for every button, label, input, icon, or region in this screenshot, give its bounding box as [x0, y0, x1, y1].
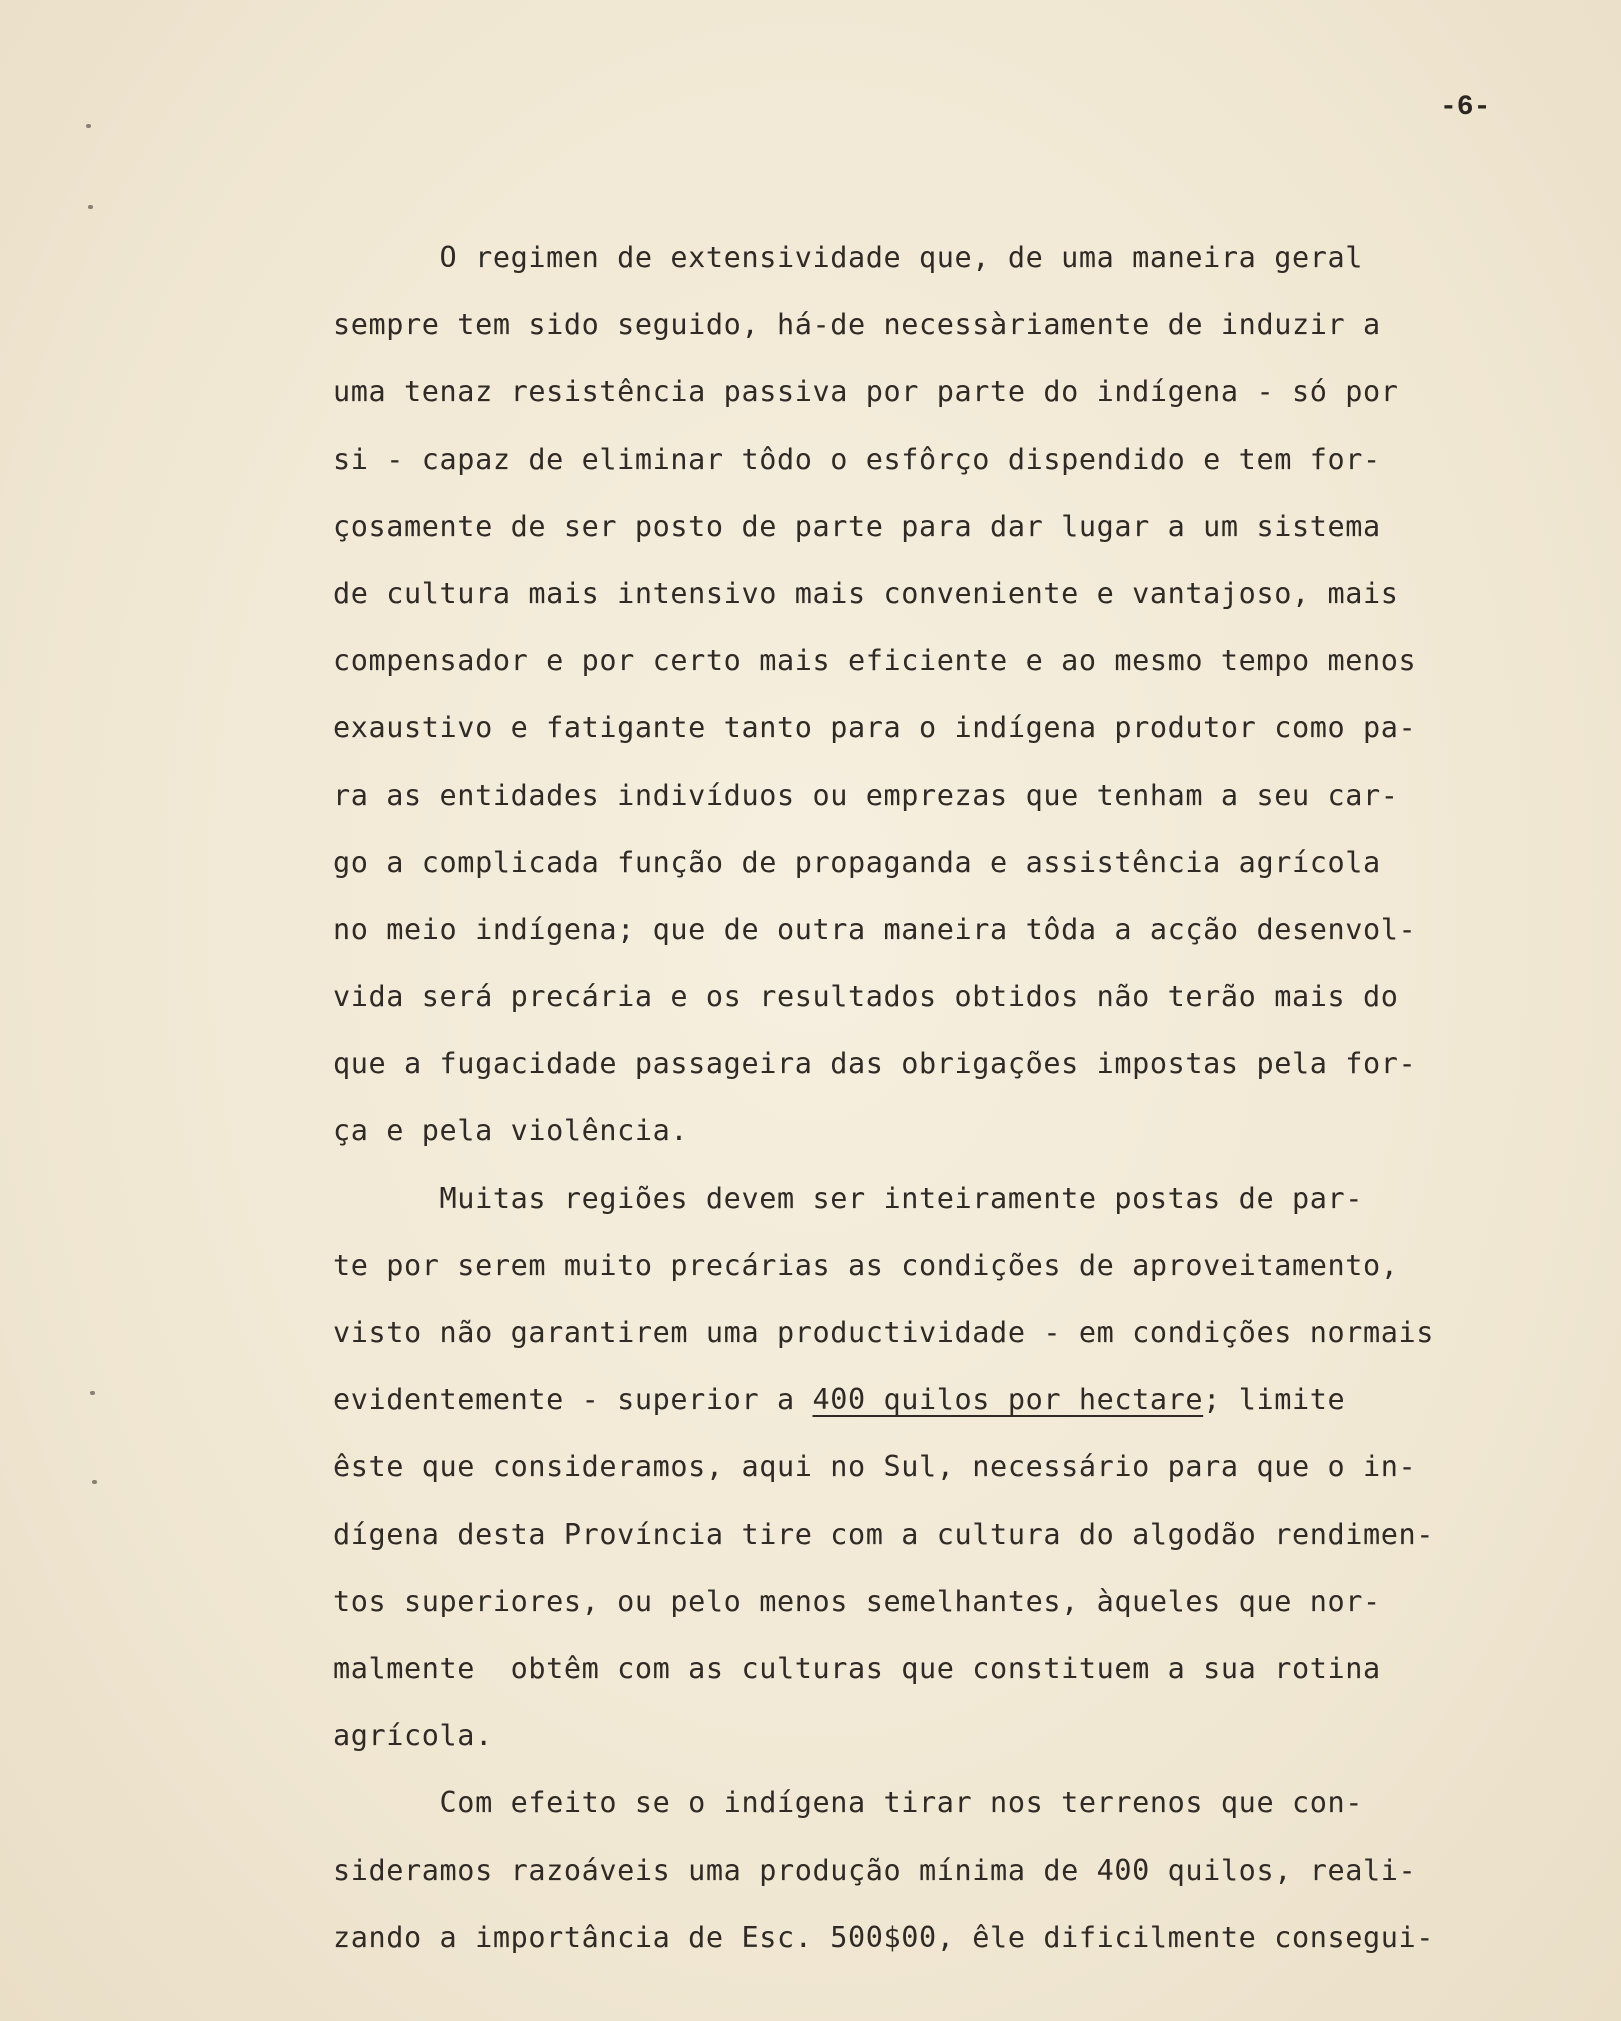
text-line: agrícola. [333, 1719, 493, 1753]
text-line: ça e pela violência. [333, 1114, 689, 1148]
text-fragment: ; limite [1203, 1383, 1346, 1417]
text-line: si - capaz de eliminar tôdo o esfôrço dispendido e tem for- [333, 442, 1381, 476]
text-line: ra as entidades indivíduos ou emprezas que tenham a seu car- [333, 778, 1399, 812]
text-fragment: evidentemente - superior a [333, 1383, 813, 1417]
text-line: sideramos razoáveis uma produção mínima de 400 quilos, reali- [333, 1853, 1417, 1887]
text-line: visto não garantirem uma productividade - em condições normais [333, 1316, 1435, 1349]
paper-speck [92, 1480, 97, 1484]
text-line: sempre tem sido seguido, há-de necessàriamente de induzir a [333, 308, 1381, 342]
paper-speck [86, 124, 91, 128]
paper-speck [90, 1391, 95, 1395]
text-line: te por serem muito precárias as condições de aproveitamento, [333, 1248, 1399, 1282]
paper-speck [88, 205, 93, 209]
text-line: Muitas regiões devem ser inteiramente postas de par- [333, 1181, 1363, 1215]
text-line: go a complicada função de propaganda e assistência agrícola [333, 845, 1381, 879]
text-line: Com efeito se o indígena tirar nos terrenos que con- [333, 1786, 1363, 1820]
text-line: O regimen de extensividade que, de uma maneira geral [333, 241, 1363, 274]
page-number: -6- [1440, 92, 1491, 123]
underlined-text: 400 quilos por hectare [812, 1383, 1204, 1417]
text-line: exaustivo e fatigante tanto para o indígena produtor como pa- [333, 711, 1417, 745]
text-line: de cultura mais intensivo mais conveniente e vantajoso, mais [333, 576, 1399, 610]
text-line: êste que consideramos, aqui no Sul, necessário para que o in- [333, 1450, 1417, 1484]
body-text [333, 224, 1568, 1971]
text-line: dígena desta Província tire com a cultura do algodão rendimen- [333, 1517, 1435, 1551]
text-line: vida será precária e os resultados obtidos não terão mais do [333, 980, 1399, 1014]
text-line: uma tenaz resistência passiva por parte do indígena - só por [333, 375, 1399, 409]
text-line: zando a importância de Esc. 500$00, êle dificilmente consegui- [333, 1920, 1435, 1954]
text-line: no meio indígena; que de outra maneira tôda a acção desenvol- [333, 912, 1417, 946]
text-line: que a fugacidade passageira das obrigações impostas pela for- [333, 1047, 1417, 1081]
text-line: çosamente de ser posto de parte para dar lugar a um sistema [333, 509, 1381, 543]
text-line: compensador e por certo mais eficiente e ao mesmo tempo menos [333, 644, 1417, 678]
text-line-with-underline [333, 1366, 1568, 1433]
text-line: malmente obtêm com as culturas que constituem a sua rotina [333, 1651, 1381, 1685]
text-line: tos superiores, ou pelo menos semelhantes, àqueles que nor- [333, 1584, 1381, 1618]
